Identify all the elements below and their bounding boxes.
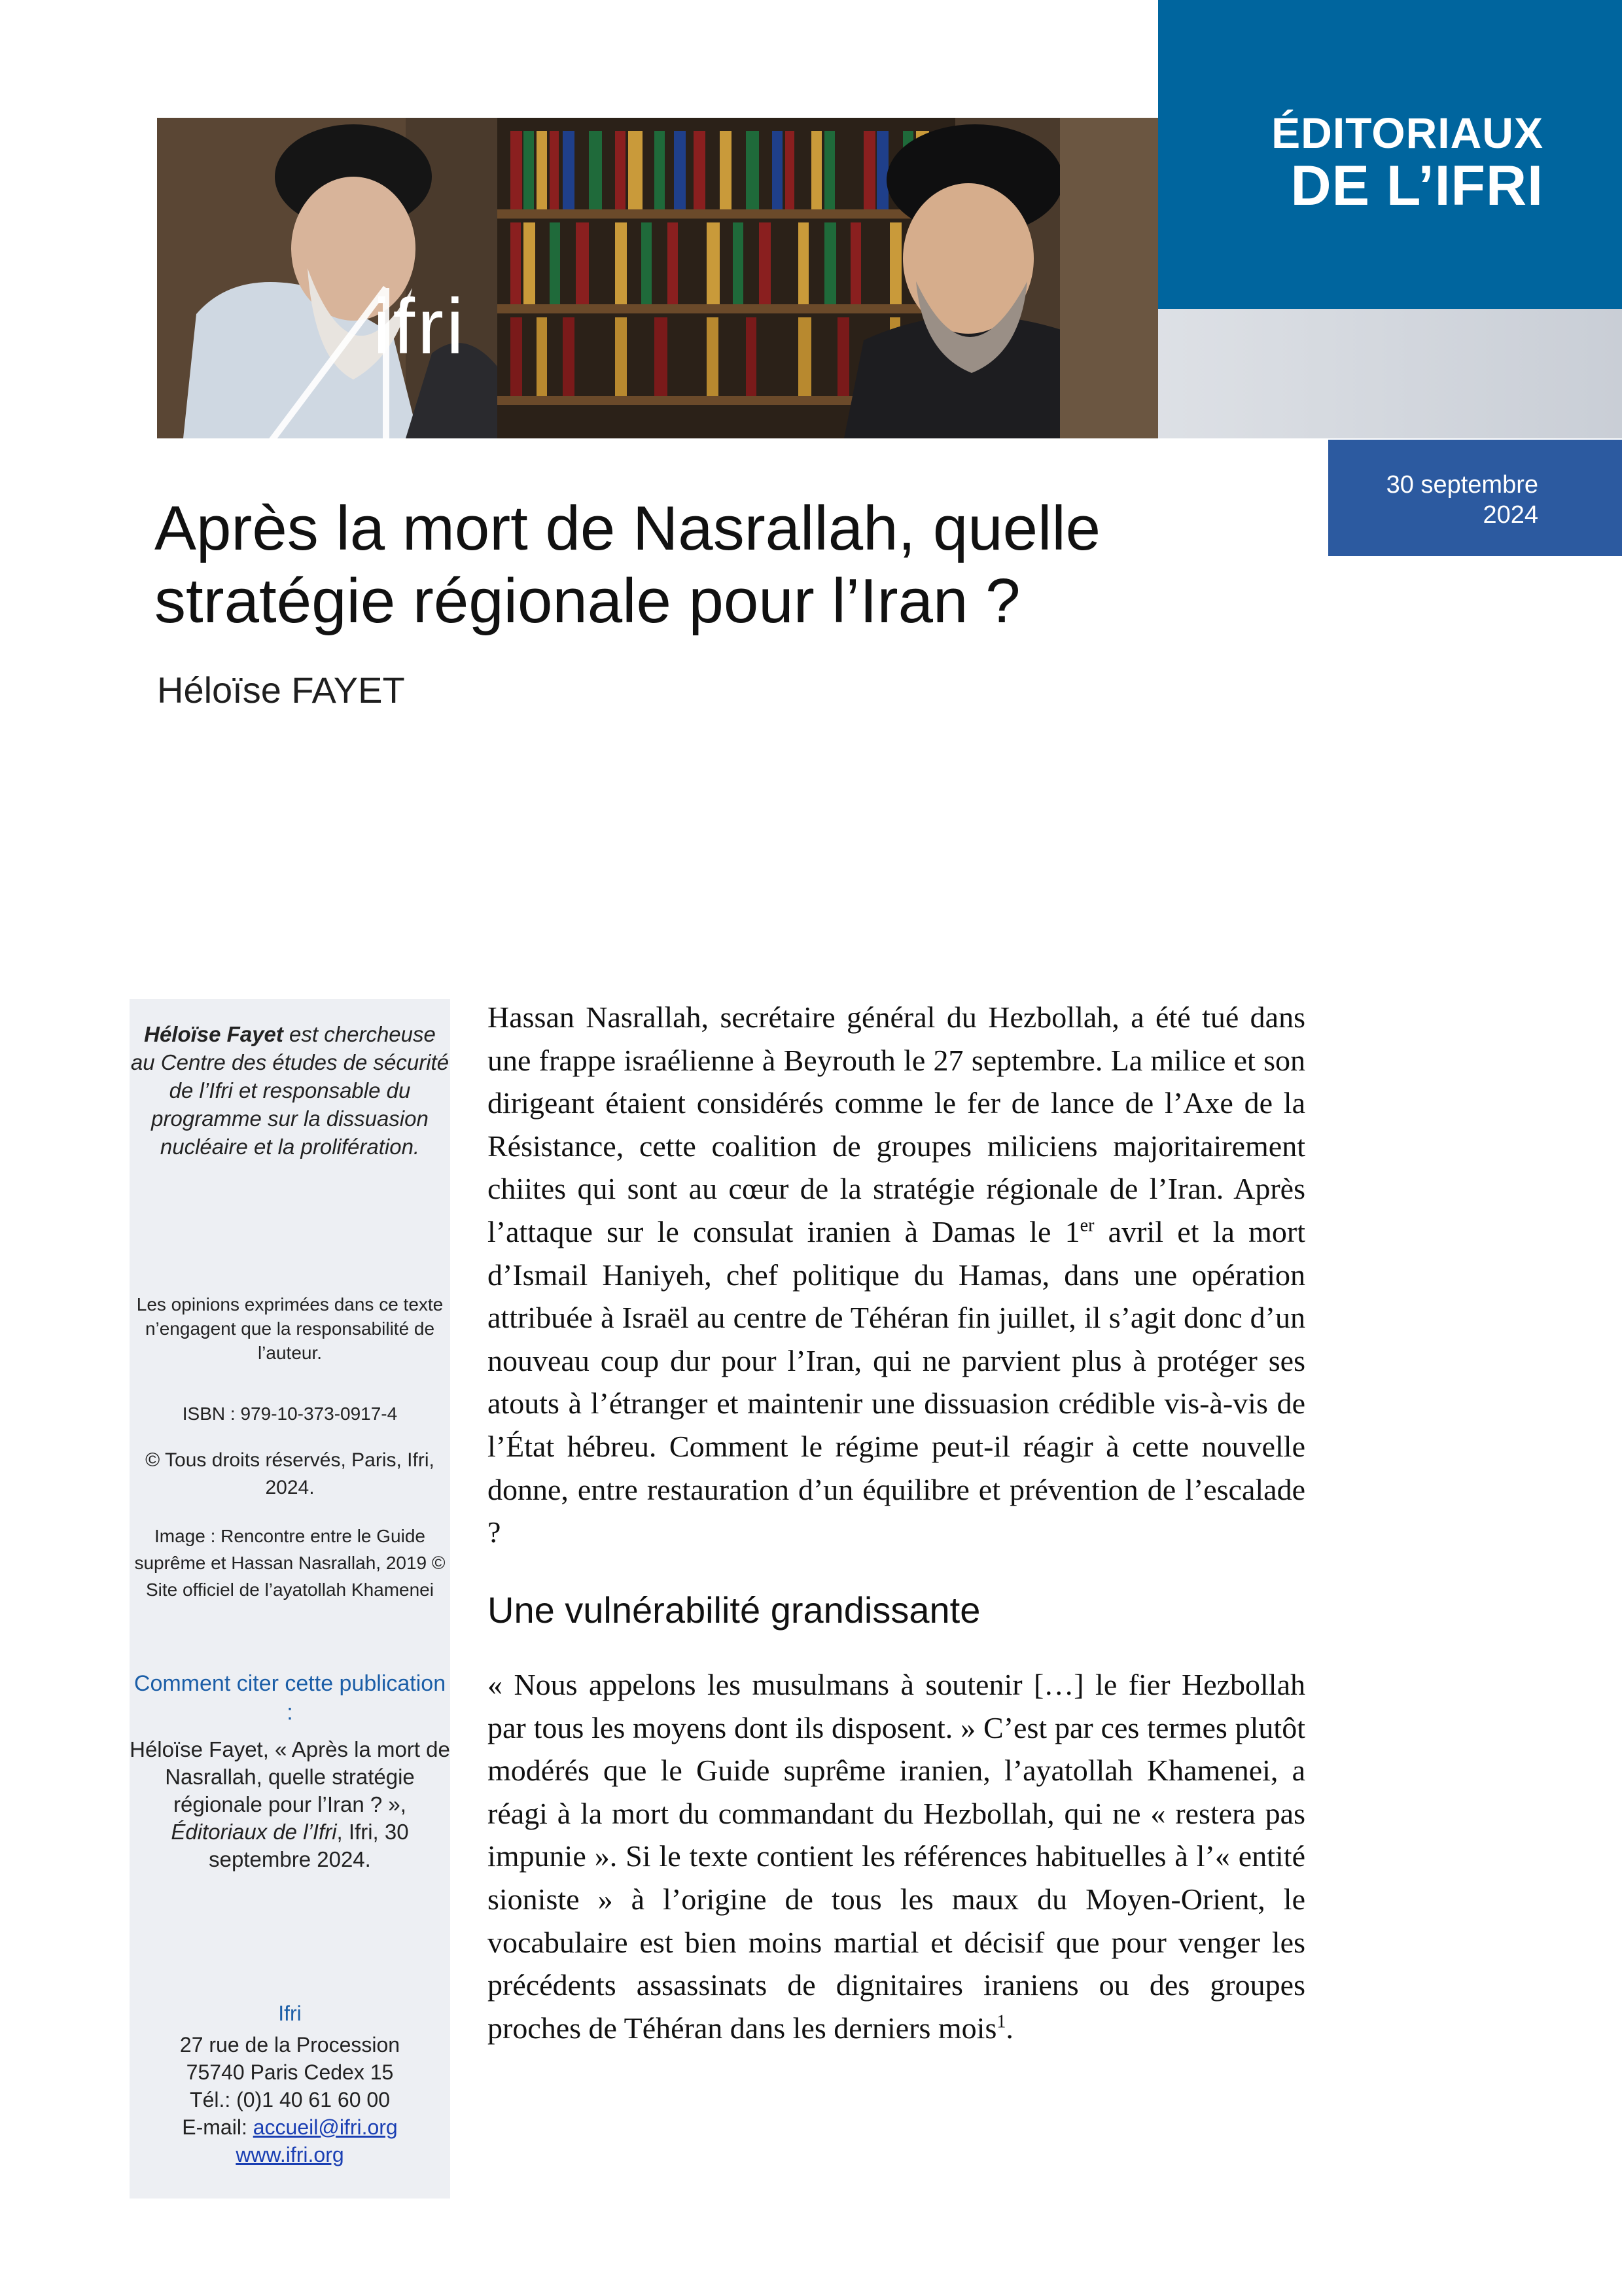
author-bio — [130, 1020, 450, 1161]
citation — [130, 1736, 450, 1873]
section-text-b: . — [1006, 2011, 1014, 2045]
section-paragraph — [487, 1663, 1305, 2049]
author-bio-text: est chercheuse au Centre des études de sécurité de l’Ifri et responsable du programme sur la dissuasion nucléaire et la prolifération. — [130, 1022, 450, 1159]
section-heading: Une vulnérabilité grandissante — [487, 1589, 981, 1631]
website-link[interactable]: www.ifri.org — [236, 2143, 344, 2166]
image-credit: Image : Rencontre entre le Guide suprême et Hassan Nasrallah, 2019 © Site officiel de l’ayatollah Khamenei — [134, 1526, 446, 1600]
address-city: 75740 Paris Cedex 15 — [186, 2060, 394, 2084]
org-name: Ifri — [278, 2002, 302, 2025]
contact-block — [130, 2031, 450, 2168]
logo-wordmark: ifri — [373, 283, 467, 370]
series-banner — [1158, 0, 1622, 309]
disclaimer: Les opinions exprimées dans ce texte n’engagent que la responsabilité de l’auteur. — [136, 1294, 444, 1363]
author-bio-name: Héloïse Fayet — [144, 1022, 283, 1046]
email-line — [130, 2113, 450, 2141]
intro-text-a: Hassan Nasrallah, secrétaire général du Hezbollah, a été tué dans une frappe israélienne à Beyrouth le 27 septembre. La milice et son dirigeant étaient considérés comme le fer de lance de l’Axe de la Résistance, cette coalition de groupes miliciens majoritairement chiites qui sont au cœur de la stratégie régionale de l’Iran. Après l’attaque sur le consulat iranien à Damas le 1 — [487, 1000, 1305, 1248]
citation-heading: Comment citer cette publication : — [133, 1671, 446, 1725]
sidebar — [130, 999, 450, 2199]
citation-text-a: Héloïse Fayet, « Après la mort de Nasrallah, quelle stratégie régionale pour l’Iran ? », — [130, 1737, 450, 1816]
isbn: ISBN : 979-10-373-0917-4 — [182, 1404, 398, 1424]
email-label: E-mail: — [182, 2115, 253, 2139]
phone: Tél.: (0)1 40 61 60 00 — [190, 2088, 390, 2111]
copyright: © Tous droits réservés, Paris, Ifri, 2024. — [145, 1449, 434, 1498]
address-street: 27 rue de la Procession — [179, 2033, 400, 2057]
section-text-a: « Nous appelons les musulmans à soutenir […] le fier Hezbollah par tous les moyens dont ils disposent. » C’est par ces termes plutôt modérés que le Guide suprême iranien, l’ayatollah Khamenei, a réagi à la mort du commandant du Hezbollah, qui ne « restera pas impunie ». Si le texte contient les références habituelles à l’« entité sioniste » à l’origine de tous les maux du Moyen-Orient, le vocabulaire est bien moins martial et décisif que pour venger les précédents assassinats de dignitaires iraniens ou des groupes proches de Téhéran dans les derniers mois — [487, 1668, 1305, 2045]
intro-superscript: er — [1080, 1215, 1095, 1236]
citation-text-b: , Ifri, 30 septembre 2024. — [209, 1820, 409, 1871]
publication-date-year: 2024 — [1483, 501, 1538, 529]
email-link[interactable]: accueil@ifri.org — [253, 2115, 398, 2139]
citation-journal: Éditoriaux de l’Ifri — [171, 1820, 337, 1844]
page-title: Après la mort de Nasrallah, quelle stratégie régionale pour l’Iran ? — [154, 493, 1101, 637]
publication-date-day: 30 septembre — [1386, 471, 1538, 499]
intro-text-b: avril et la mort d’Ismail Haniyeh, chef politique du Hamas, dans une opération attribuée à Israël au centre de Téhéran fin juillet, il s’agit donc d’un nouveau coup dur pour l’Iran, qui ne parvient plus à protéger ses atouts à l’étranger et maintenir une dissuasion crédible vis-à-vis de l’État hébreu. Comment le régime peut-il réagir à cette nouvelle donne, entre restauration d’un équilibre et prévention de l’escalade ? — [487, 1214, 1305, 1549]
series-title-line2: DE L’IFRI — [1290, 154, 1543, 217]
intro-paragraph — [487, 996, 1305, 1554]
date-badge — [1328, 440, 1622, 556]
series-title-line1: ÉDITORIAUX — [1271, 109, 1543, 157]
author-name: Héloïse FAYET — [157, 669, 405, 711]
footnote-ref-1[interactable]: 1 — [996, 2011, 1006, 2032]
